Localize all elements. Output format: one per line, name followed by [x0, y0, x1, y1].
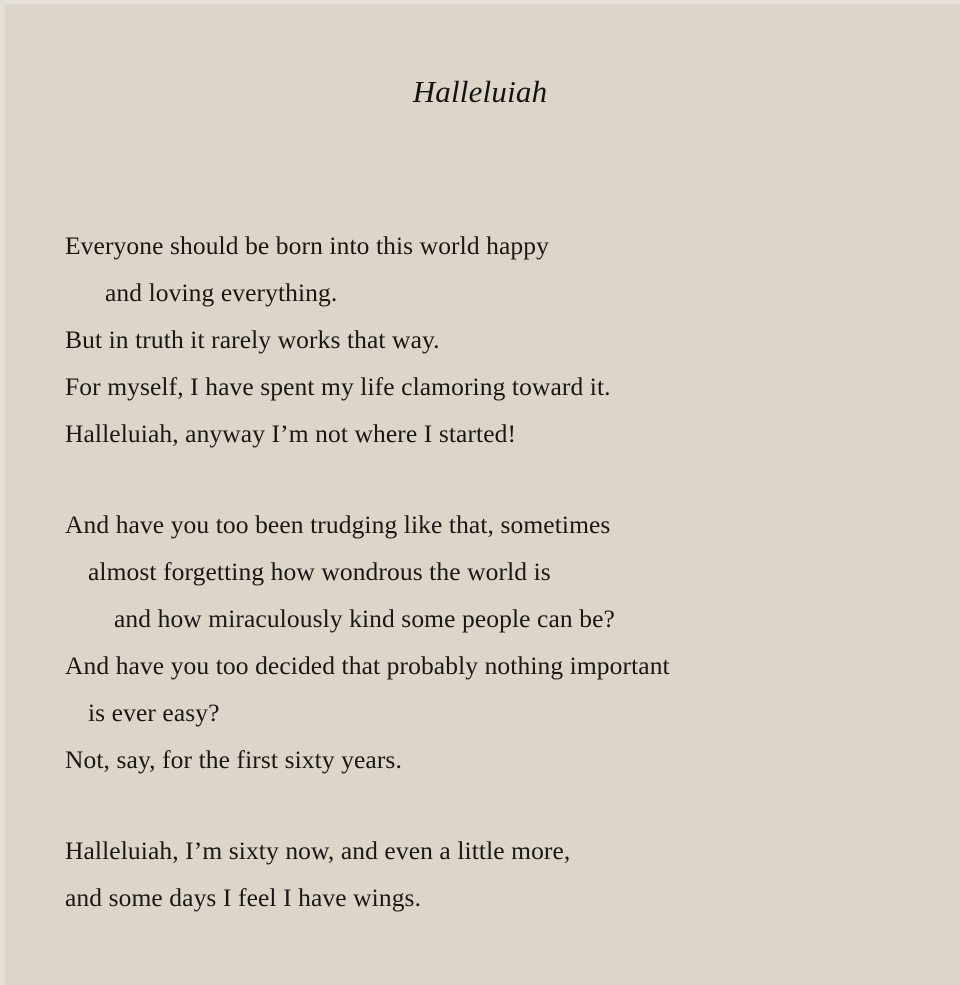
poem-line: almost forgetting how wondrous the world is	[88, 557, 551, 586]
poem-line: Not, say, for the first sixty years.	[65, 745, 402, 774]
poem-line: But in truth it rarely works that way.	[65, 325, 440, 354]
poem-stanza	[65, 827, 925, 921]
poem-title: Halleluiah	[412, 74, 548, 109]
poem-line: Halleluiah, anyway I’m not where I started!	[65, 419, 517, 448]
poem-line: Everyone should be born into this world happy	[65, 231, 549, 260]
poem-line: Halleluiah, I’m sixty now, and even a little more,	[65, 836, 571, 865]
poem-line: And have you too decided that probably nothing important	[65, 651, 670, 680]
poem-stanzas	[65, 222, 925, 921]
poem-stanza	[65, 501, 925, 783]
poem-line: And have you too been trudging like that, sometimes	[65, 510, 611, 539]
poem-line: and how miraculously kind some people can be?	[114, 604, 615, 633]
poem-line: and loving everything.	[105, 278, 338, 307]
poem-line: and some days I feel I have wings.	[65, 883, 422, 912]
poem-line: For myself, I have spent my life clamoring toward it.	[65, 372, 611, 401]
poem-line: is ever easy?	[88, 698, 220, 727]
poem-stanza	[65, 222, 925, 457]
